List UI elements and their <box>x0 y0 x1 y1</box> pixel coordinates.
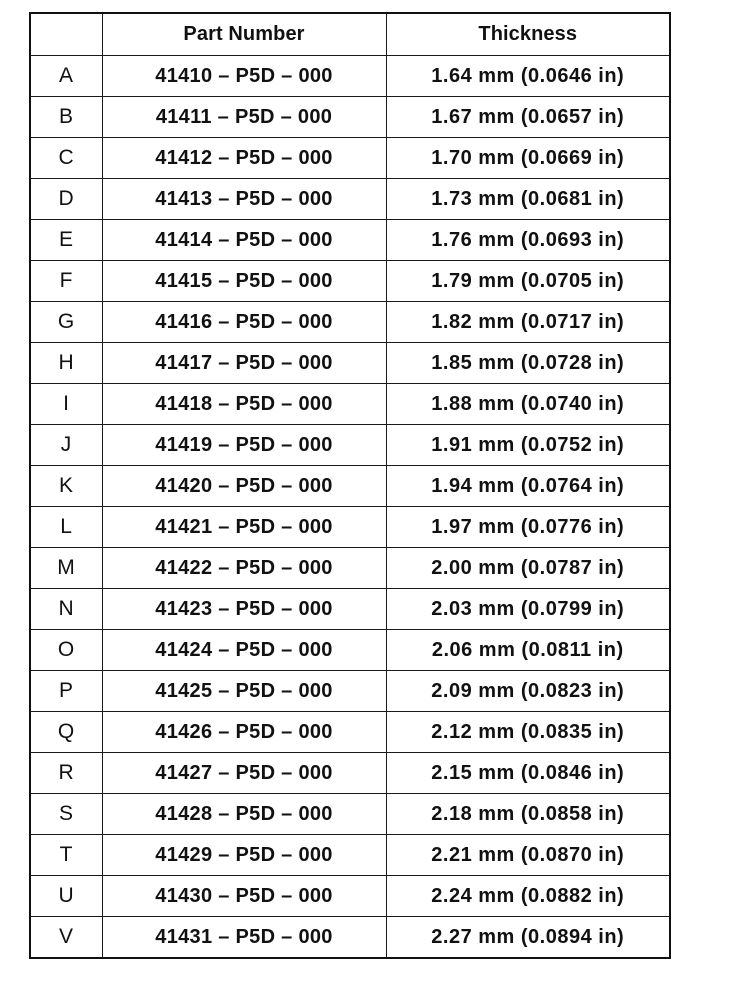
row-thickness: 2.24 mm (0.0882 in) <box>386 876 670 917</box>
row-thickness: 2.06 mm (0.0811 in) <box>386 630 670 671</box>
row-thickness: 2.21 mm (0.0870 in) <box>386 835 670 876</box>
row-thickness: 2.18 mm (0.0858 in) <box>386 794 670 835</box>
table-row <box>30 712 670 753</box>
row-letter: E <box>30 220 102 261</box>
table-row <box>30 835 670 876</box>
table-row <box>30 876 670 917</box>
row-part-number: 41411 – P5D – 000 <box>102 97 386 138</box>
table-row <box>30 179 670 220</box>
row-thickness: 1.85 mm (0.0728 in) <box>386 343 670 384</box>
table-row <box>30 548 670 589</box>
row-thickness: 2.09 mm (0.0823 in) <box>386 671 670 712</box>
row-thickness: 1.70 mm (0.0669 in) <box>386 138 670 179</box>
table-row <box>30 343 670 384</box>
row-part-number: 41414 – P5D – 000 <box>102 220 386 261</box>
header-part-number: Part Number <box>102 13 386 56</box>
row-part-number: 41425 – P5D – 000 <box>102 671 386 712</box>
row-part-number: 41416 – P5D – 000 <box>102 302 386 343</box>
row-letter: A <box>30 56 102 97</box>
table-row <box>30 671 670 712</box>
row-letter: K <box>30 466 102 507</box>
row-part-number: 41413 – P5D – 000 <box>102 179 386 220</box>
table-row <box>30 425 670 466</box>
row-thickness: 1.64 mm (0.0646 in) <box>386 56 670 97</box>
row-letter: J <box>30 425 102 466</box>
row-thickness: 1.73 mm (0.0681 in) <box>386 179 670 220</box>
row-letter: B <box>30 97 102 138</box>
table-row <box>30 220 670 261</box>
row-thickness: 2.27 mm (0.0894 in) <box>386 917 670 959</box>
row-letter: H <box>30 343 102 384</box>
row-thickness: 2.03 mm (0.0799 in) <box>386 589 670 630</box>
table-row <box>30 302 670 343</box>
row-letter: F <box>30 261 102 302</box>
row-part-number: 41415 – P5D – 000 <box>102 261 386 302</box>
table-row <box>30 138 670 179</box>
row-part-number: 41427 – P5D – 000 <box>102 753 386 794</box>
row-thickness: 2.15 mm (0.0846 in) <box>386 753 670 794</box>
row-letter: I <box>30 384 102 425</box>
row-letter: V <box>30 917 102 959</box>
row-thickness: 1.97 mm (0.0776 in) <box>386 507 670 548</box>
table-row <box>30 466 670 507</box>
row-letter: L <box>30 507 102 548</box>
row-thickness: 1.91 mm (0.0752 in) <box>386 425 670 466</box>
row-letter: N <box>30 589 102 630</box>
table-row <box>30 630 670 671</box>
table-row <box>30 384 670 425</box>
row-letter: U <box>30 876 102 917</box>
row-part-number: 41420 – P5D – 000 <box>102 466 386 507</box>
row-part-number: 41422 – P5D – 000 <box>102 548 386 589</box>
table-row <box>30 917 670 959</box>
row-part-number: 41421 – P5D – 000 <box>102 507 386 548</box>
row-part-number: 41431 – P5D – 000 <box>102 917 386 959</box>
table-body <box>30 56 670 959</box>
table-row <box>30 753 670 794</box>
row-letter: Q <box>30 712 102 753</box>
row-part-number: 41430 – P5D – 000 <box>102 876 386 917</box>
row-part-number: 41418 – P5D – 000 <box>102 384 386 425</box>
row-letter: D <box>30 179 102 220</box>
row-letter: M <box>30 548 102 589</box>
row-part-number: 41423 – P5D – 000 <box>102 589 386 630</box>
row-letter: P <box>30 671 102 712</box>
row-thickness: 1.76 mm (0.0693 in) <box>386 220 670 261</box>
row-thickness: 1.88 mm (0.0740 in) <box>386 384 670 425</box>
row-thickness: 1.79 mm (0.0705 in) <box>386 261 670 302</box>
row-letter: R <box>30 753 102 794</box>
thickness-table-container <box>29 12 669 959</box>
row-thickness: 1.82 mm (0.0717 in) <box>386 302 670 343</box>
row-letter: T <box>30 835 102 876</box>
table-row <box>30 56 670 97</box>
row-part-number: 41417 – P5D – 000 <box>102 343 386 384</box>
row-thickness: 1.94 mm (0.0764 in) <box>386 466 670 507</box>
header-thickness: Thickness <box>386 13 670 56</box>
row-thickness: 2.00 mm (0.0787 in) <box>386 548 670 589</box>
row-part-number: 41412 – P5D – 000 <box>102 138 386 179</box>
row-part-number: 41424 – P5D – 000 <box>102 630 386 671</box>
row-letter: S <box>30 794 102 835</box>
row-part-number: 41428 – P5D – 000 <box>102 794 386 835</box>
header-row <box>30 13 670 56</box>
row-thickness: 1.67 mm (0.0657 in) <box>386 97 670 138</box>
thickness-table <box>29 12 671 959</box>
row-letter: G <box>30 302 102 343</box>
row-part-number: 41429 – P5D – 000 <box>102 835 386 876</box>
table-row <box>30 97 670 138</box>
table-row <box>30 589 670 630</box>
row-part-number: 41419 – P5D – 000 <box>102 425 386 466</box>
table-header <box>30 13 670 56</box>
row-letter: C <box>30 138 102 179</box>
table-row <box>30 507 670 548</box>
row-thickness: 2.12 mm (0.0835 in) <box>386 712 670 753</box>
header-letter <box>30 13 102 56</box>
row-part-number: 41410 – P5D – 000 <box>102 56 386 97</box>
table-row <box>30 794 670 835</box>
row-letter: O <box>30 630 102 671</box>
row-part-number: 41426 – P5D – 000 <box>102 712 386 753</box>
table-row <box>30 261 670 302</box>
